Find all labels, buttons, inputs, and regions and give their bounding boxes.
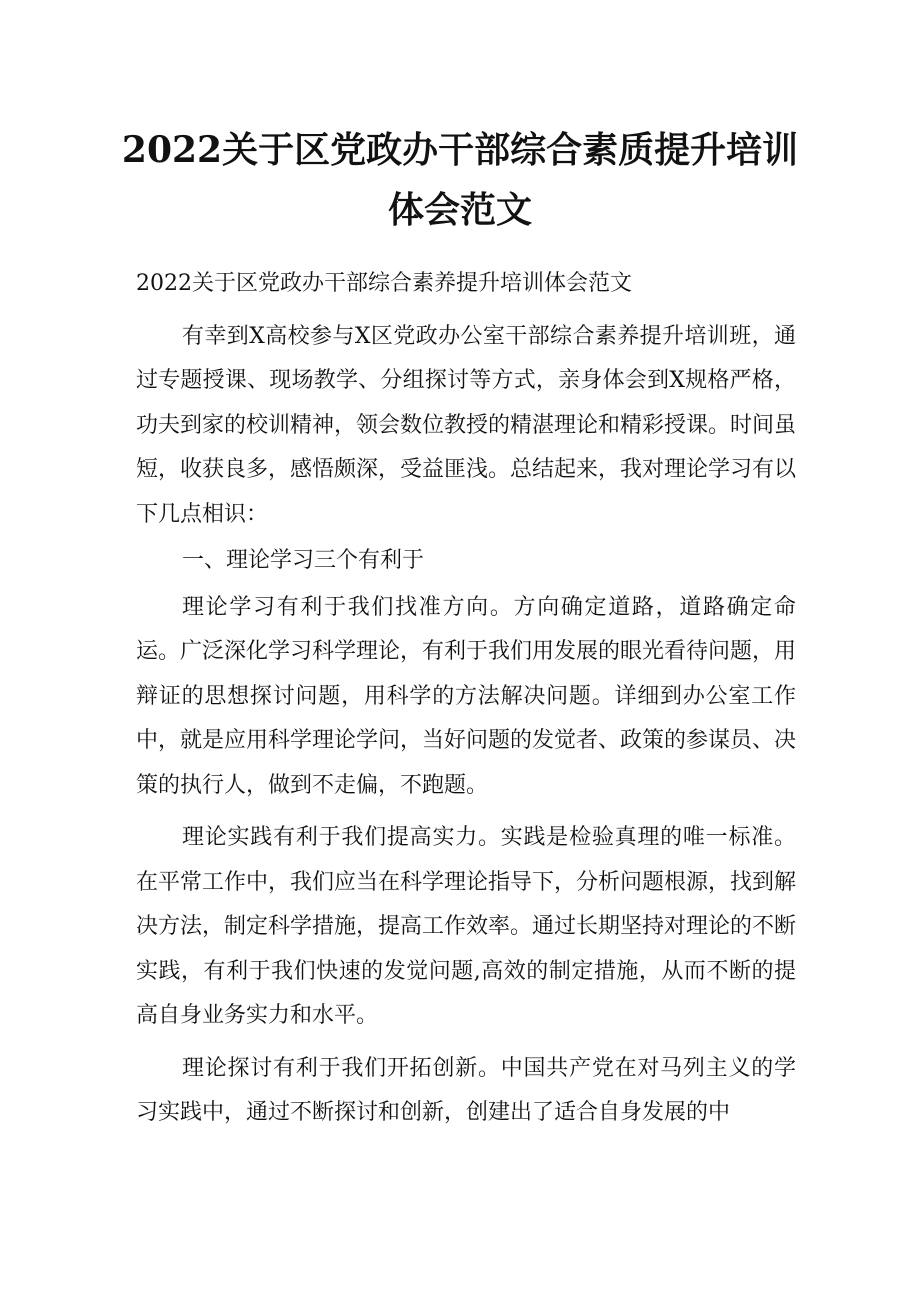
paragraph-intro: 有幸到X高校参与X区党政办公室干部综合素养提升培训班，通过专题授课、现场教学、分组探讨等方式，亲身体会到X规格严格，功夫到家的校训精神，领会数位教授的精湛理论和精彩授课。时间虽短，收获良多，感悟颇深，受益匪浅。总结起来，我对理论学习有以下几点相识： — [136, 323, 797, 527]
paragraph-practice: 理论实践有利于我们提高实力。实践是检验真理的唯一标准。在平常工作中，我们应当在科学理论指导下，分析问题根源，找到解决方法，制定科学措施，提高工作效率。通过长期坚持对理论的不断实践，有利于我们快速的发觉问题,高效的制定措施，从而不断的提高自身业务实力和水平。 — [136, 825, 797, 1028]
paragraph-innovation: 理论探讨有利于我们开拓创新。中国共产党在对马列主义的学习实践中，通过不断探讨和创新，创建出了适合自身发展的中 — [136, 1055, 796, 1125]
section-heading-1: 一、理论学习三个有利于 — [182, 548, 425, 573]
paragraph-direction: 理论学习有利于我们找准方向。方向确定道路，道路确定命运。广泛深化学习科学理论，有利于我们用发展的眼光看待问题，用辩证的思想探讨问题，用科学的方法解决问题。详细到办公室工作中，就是应用科学理论学问，当好问题的发觉者、政策的参谋员、决策的执行人，做到不走偏，不跑题。 — [136, 594, 797, 798]
document-subtitle: 2022关于区党政办干部综合素养提升培训体会范文 — [136, 271, 632, 296]
document-title-line-2: 体会范文 — [387, 189, 532, 231]
document-title-line-1: 2022关于区党政办干部综合素质提升培训 — [121, 129, 799, 171]
document-body — [136, 262, 796, 1136]
